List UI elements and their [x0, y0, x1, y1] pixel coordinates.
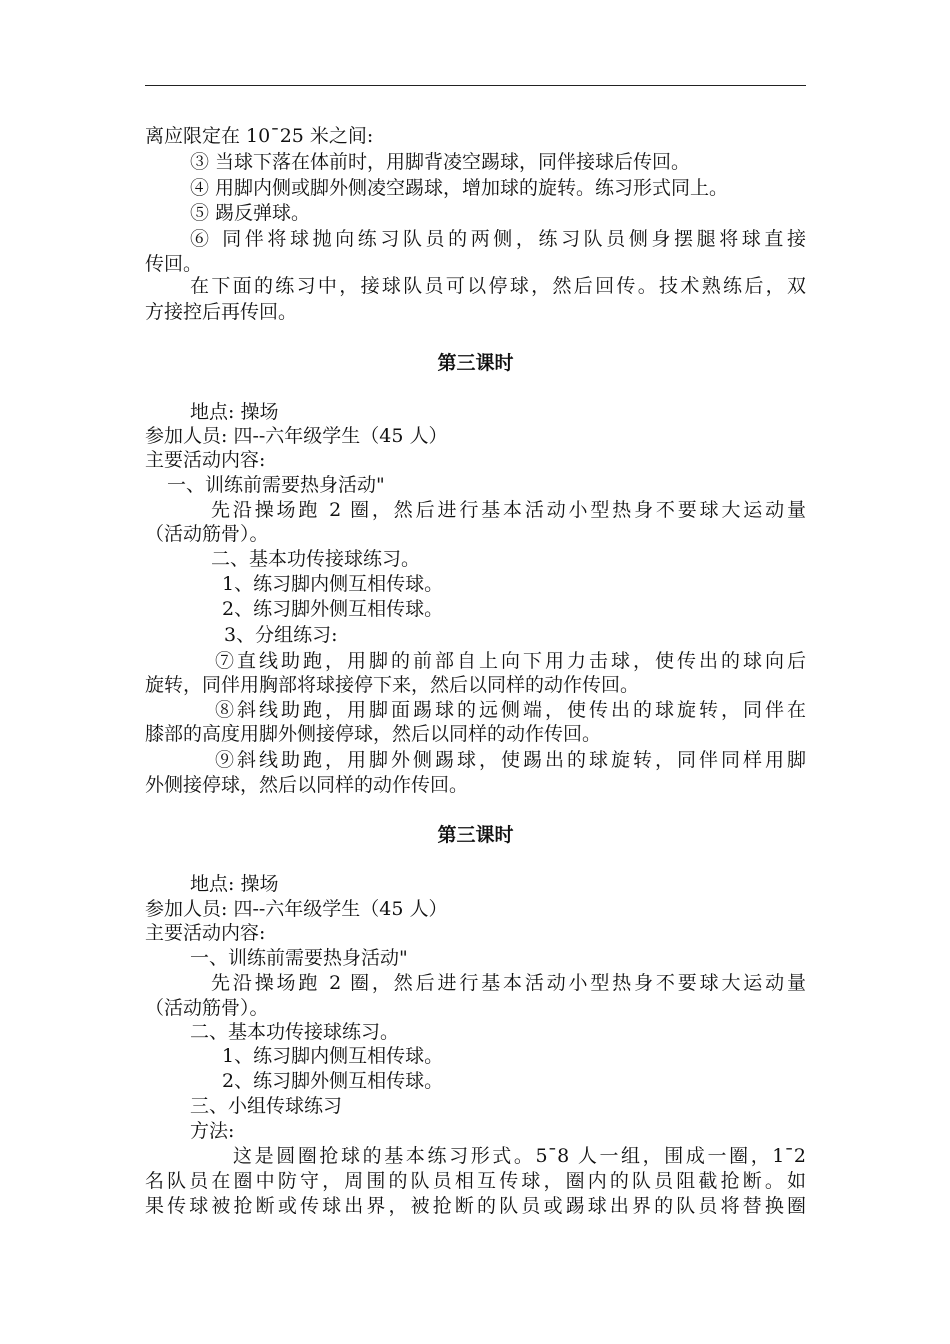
- text-line: ③ 当球下落在体前时，用脚背凌空踢球，同伴接球后传回。: [190, 151, 691, 173]
- text-line: 三、小组传球练习: [190, 1095, 343, 1117]
- text-line: 旋转，同伴用胸部将球接停下来，然后以同样的动作传回。: [145, 674, 640, 696]
- text-line: 膝部的高度用脚外侧接停球，然后以同样的动作传回。: [145, 723, 602, 745]
- text-line: 方法:: [190, 1120, 235, 1142]
- text-line: 地点: 操场: [190, 401, 279, 423]
- text-line: 这是圆圈抢球的基本练习形式。5¯8 人一组，围成一圈，1¯2: [233, 1145, 806, 1167]
- text-line: 在下面的练习中，接球队员可以停球，然后回传。技术熟练后，双: [190, 275, 806, 297]
- section-heading: 第三课时: [437, 352, 514, 374]
- text-line: （活动筋骨）。: [145, 997, 269, 1019]
- text-line: 1、练习脚内侧互相传球。: [222, 1045, 444, 1067]
- text-line: 名队员在圈中防守，周围的队员相互传球，圈内的队员阻截抢断。如: [145, 1170, 806, 1192]
- text-line: 离应限定在 10¯25 米之间:: [145, 125, 374, 147]
- header-rule: [145, 85, 806, 86]
- text-line: ⑥ 同伴将球抛向练习队员的两侧，练习队员侧身摆腿将球直接: [190, 228, 806, 250]
- section-heading: 第三课时: [437, 824, 514, 846]
- text-line: （活动筋骨）。: [145, 523, 269, 545]
- text-line: 二、基本功传接球练习。: [211, 548, 421, 570]
- text-line: 外侧接停球，然后以同样的动作传回。: [145, 774, 469, 796]
- text-line: 地点: 操场: [190, 873, 279, 895]
- text-line: 方接控后再传回。: [145, 301, 298, 323]
- text-line: 3、分组练习:: [224, 624, 338, 646]
- text-line: 主要活动内容:: [145, 922, 266, 944]
- text-line: 先沿操场跑 2 圈，然后进行基本活动小型热身不要球大运动量: [211, 972, 806, 994]
- text-line: ⑧斜线助跑，用脚面踢球的远侧端，使传出的球旋转，同伴在: [215, 699, 806, 721]
- text-line: ⑤ 踢反弹球。: [190, 202, 311, 224]
- text-line: 一、训练前需要热身活动": [167, 474, 385, 496]
- text-line: 主要活动内容:: [145, 449, 266, 471]
- text-line: 一、训练前需要热身活动": [190, 947, 408, 969]
- text-line: 果传球被抢断或传球出界，被抢断的队员或踢球出界的队员将替换圈: [145, 1195, 806, 1217]
- text-line: 参加人员: 四--六年级学生（45 人）: [145, 898, 448, 920]
- text-line: ⑦直线助跑，用脚的前部自上向下用力击球，使传出的球向后: [215, 650, 806, 672]
- text-line: 1、练习脚内侧互相传球。: [222, 573, 444, 595]
- text-line: 2、练习脚外侧互相传球。: [222, 598, 444, 620]
- text-line: 二、基本功传接球练习。: [190, 1021, 400, 1043]
- text-line: ⑨斜线助跑，用脚外侧踢球，使踢出的球旋转，同伴同样用脚: [215, 749, 806, 771]
- text-line: 传回。: [145, 253, 203, 275]
- text-line: 2、练习脚外侧互相传球。: [222, 1070, 444, 1092]
- text-line: 先沿操场跑 2 圈，然后进行基本活动小型热身不要球大运动量: [211, 499, 806, 521]
- text-line: ④ 用脚内侧或脚外侧凌空踢球，增加球的旋转。练习形式同上。: [190, 177, 729, 199]
- text-line: 参加人员: 四--六年级学生（45 人）: [145, 425, 448, 447]
